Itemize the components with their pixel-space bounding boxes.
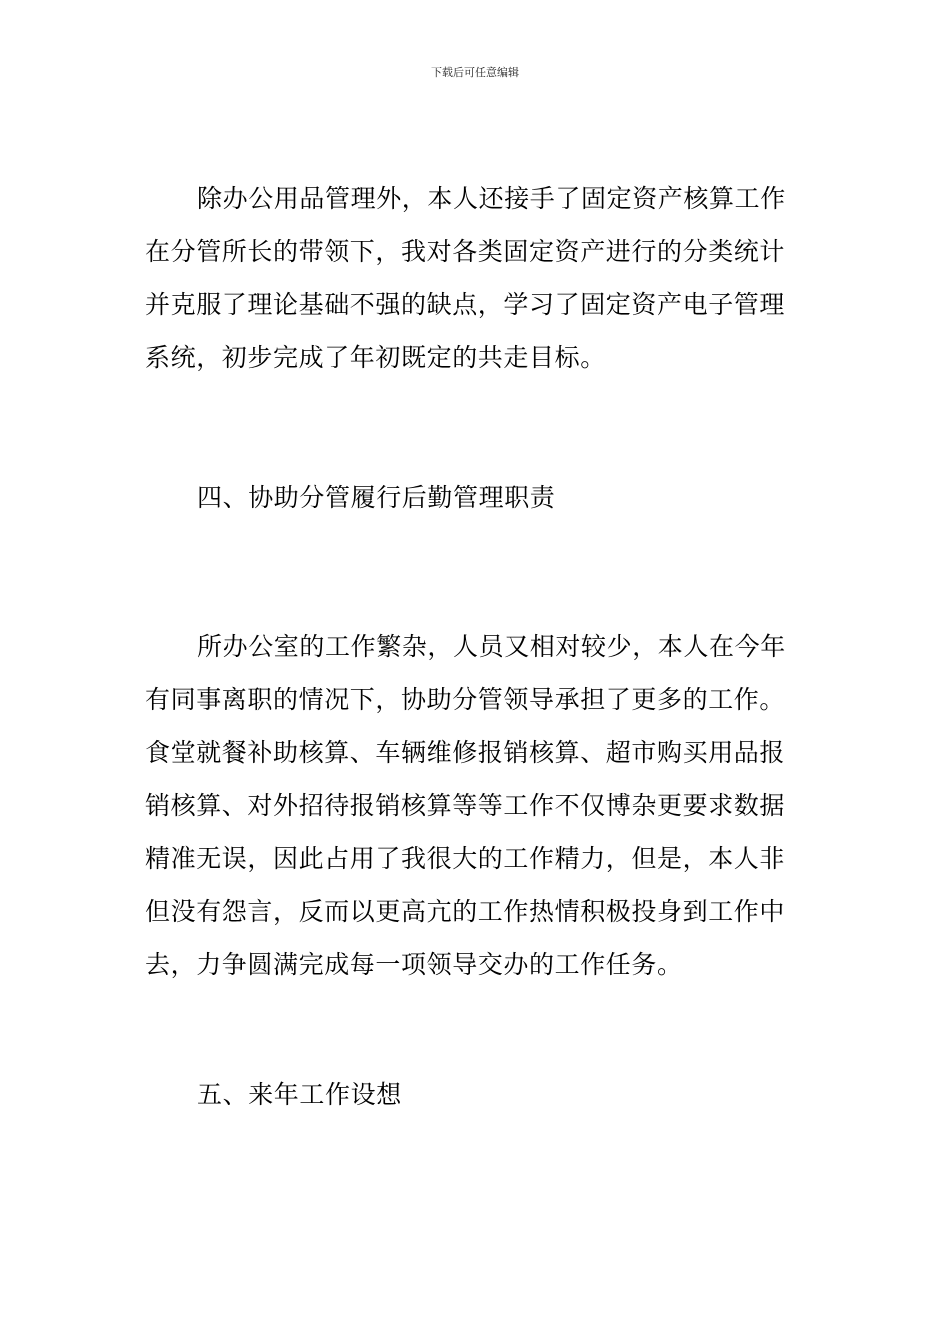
paragraph-line: 并克服了理论基础不强的缺点，学习了固定资产电子管理 [145, 290, 786, 319]
paragraph-line: 所办公室的工作繁杂，人员又相对较少，本人在今年 [197, 632, 786, 661]
section-heading-text: 五、来年工作设想 [197, 1080, 402, 1109]
section-heading-four [145, 471, 807, 524]
paragraph-line: 在分管所长的带领下，我对各类固定资产进行的分类统计 [145, 237, 786, 266]
paragraph-line: 销核算、对外招待报销核算等等工作不仅博杂更要求数据 [145, 791, 786, 820]
paragraph-line: 食堂就餐补助核算、车辆维修报销核算、超市购买用品报 [145, 738, 786, 767]
paragraph-line: 除办公用品管理外，本人还接手了固定资产核算工作 [197, 184, 786, 213]
section-heading-text: 四、协助分管履行后勤管理职责 [197, 483, 556, 512]
paragraph-line: 但没有怨言，反而以更高亢的工作热情积极投身到工作中 [145, 897, 786, 926]
paragraph-logistics [145, 620, 807, 991]
paragraph-fixed-assets [145, 172, 807, 384]
paragraph-line: 精准无误，因此占用了我很大的工作精力，但是，本人非 [145, 844, 786, 873]
paragraph-line: 有同事离职的情况下，协助分管领导承担了更多的工作。 [145, 685, 786, 714]
page-header: 下载后可任意编辑 [431, 66, 519, 79]
paragraph-line: 系统，初步完成了年初既定的共走目标。 [145, 343, 606, 372]
paragraph-line: 去，力争圆满完成每一项领导交办的工作任务。 [145, 950, 683, 979]
section-heading-five [145, 1068, 807, 1121]
